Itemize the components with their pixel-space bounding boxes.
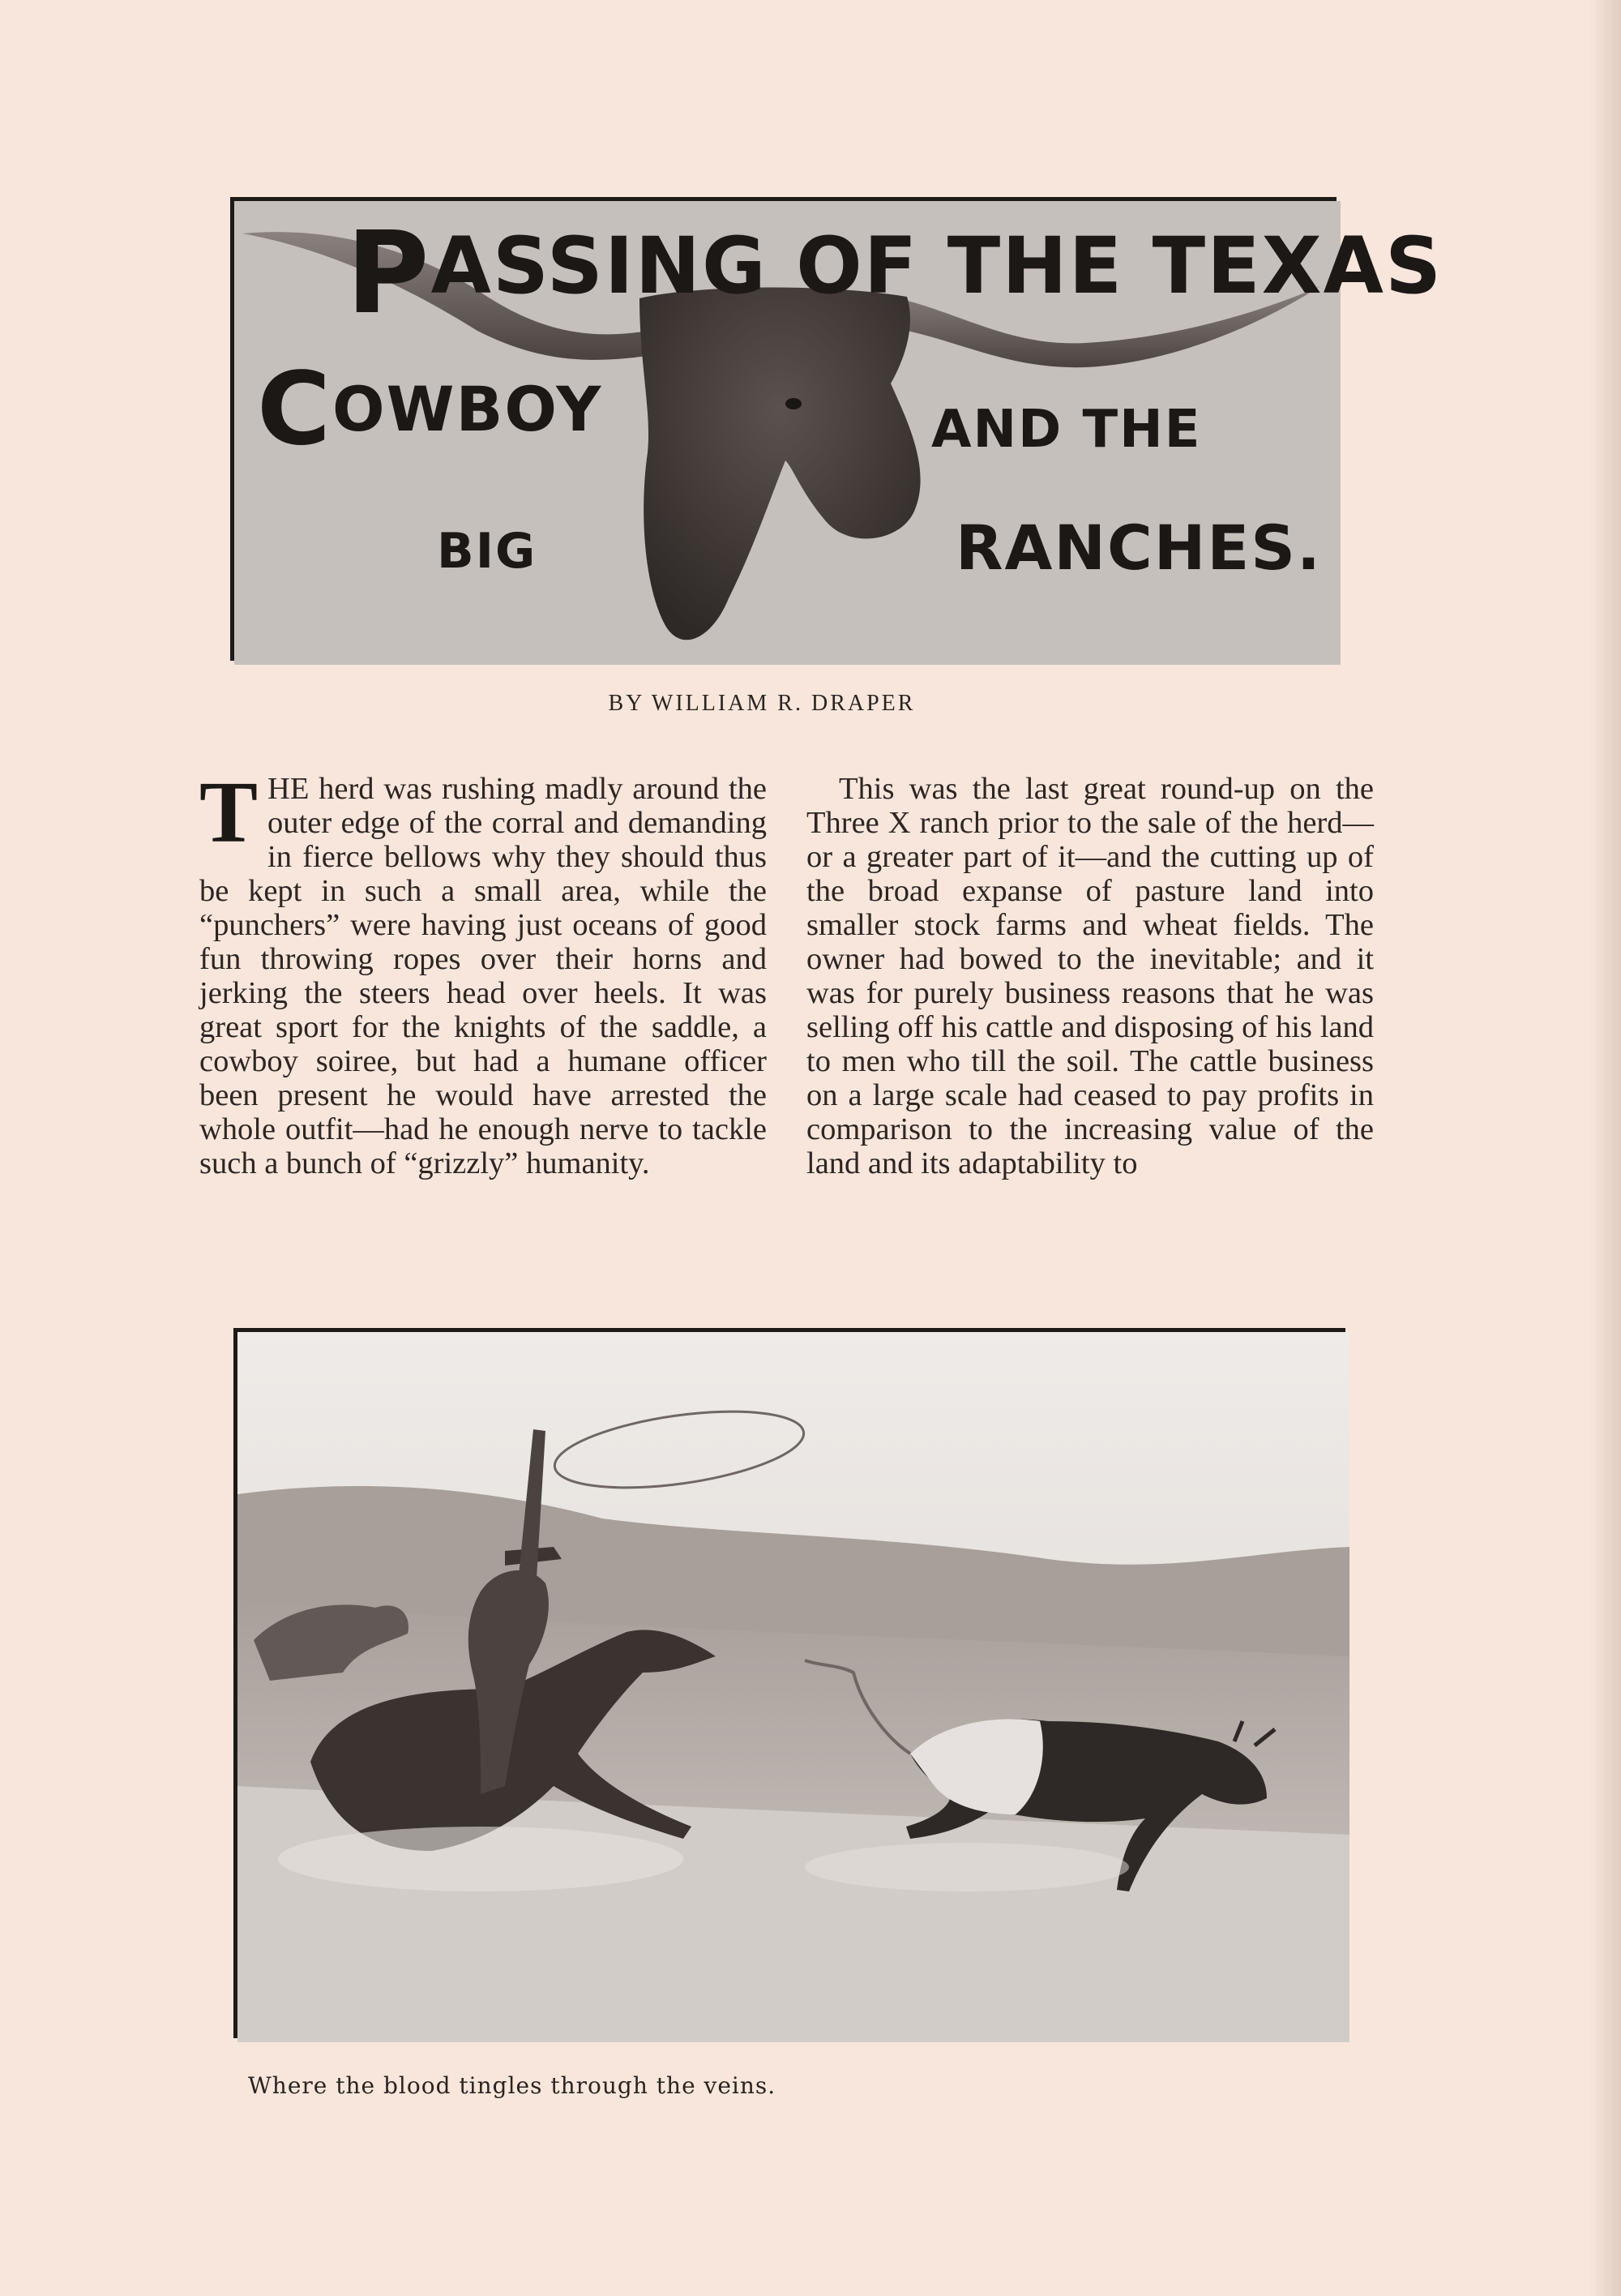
- title-banner: [230, 197, 1444, 661]
- cowboy-roping-photo: [233, 1328, 1345, 2038]
- title-line-2-left: [257, 351, 602, 468]
- photo-caption: Where the blood tingles through the veins.: [248, 2072, 776, 2099]
- roping-scene-illustration: [237, 1332, 1349, 2042]
- title-line-3-left: BIG: [437, 523, 537, 580]
- column-left: [199, 765, 767, 1180]
- title-line-2-right: AND THE: [931, 400, 1202, 460]
- title-line-1: [346, 208, 1443, 340]
- title-initial-p: P: [346, 208, 431, 340]
- title-initial-c: C: [257, 351, 333, 468]
- title-line-2-rest: OWBOY: [332, 373, 603, 445]
- paper-edge-shadow: [1589, 0, 1621, 2296]
- byline: BY WILLIAM R. DRAPER: [608, 691, 916, 716]
- paragraph-2: This was the last great round-up on the Three X ranch prior to the sale of the herd—or a greater part of it—and the cutting up of the broad expanse of pasture land into smaller stock farms and wheat fields. The owner had bowed to the inevitable; and it was for purely business reasons that he was selling off his cattle and disposing of his land to men who till the soil. The cattle business on a large scale had ceased to pay profits in comparison to the increasing value of the land and its adaptability to: [806, 772, 1374, 1180]
- paragraph-1: [199, 765, 767, 1180]
- title-line-1-rest: ASSING OF THE TEXAS: [430, 221, 1444, 311]
- title-line-3-right: RANCHES.: [956, 512, 1322, 584]
- paragraph-1-text: HE herd was rushing madly around the outer edge of the corral and demanding in fierce bellows why they should thus be kept in such a small area, while the “punchers” were having just oceans of good fun throwing ropes over their horns and jerking the steers head over heels. It was great sport for the knights of the saddle, a cowboy soiree, but had a humane officer been present he would have arrested the whole outfit—had he enough nerve to tackle such a bunch of “grizzly” humanity.: [199, 772, 767, 1180]
- drop-cap: T: [199, 765, 259, 861]
- column-right: [806, 772, 1374, 1180]
